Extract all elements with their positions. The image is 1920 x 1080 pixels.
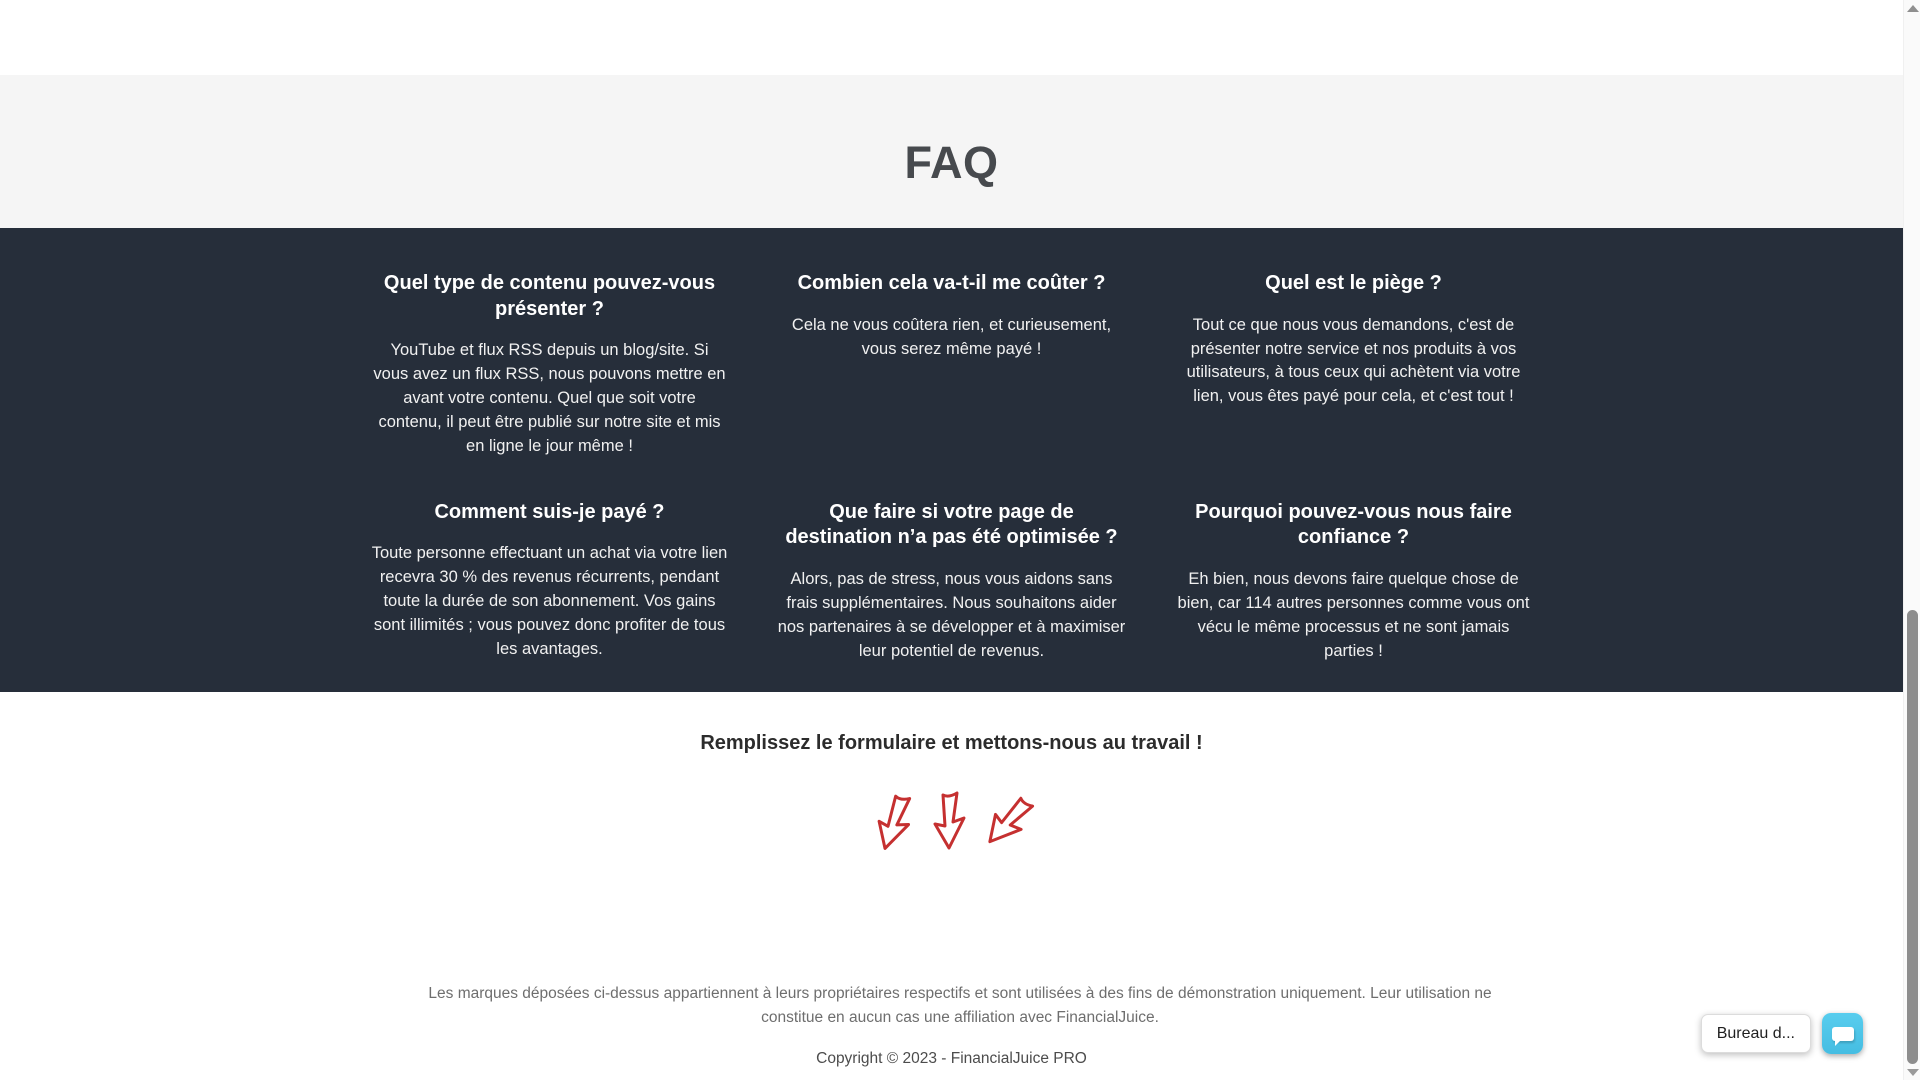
faq-item [774,500,1130,664]
faq-question: Que faire si votre page de destination n’a pas été optimisée ? [785,500,1118,549]
cta-heading: Remplissez le formulaire et mettons-nous au travail ! [700,732,1203,754]
faq-answer: Tout ce que nous vous demandons, c'est de présenter notre service et nos produits à vos utilisateurs, à tous ceux qui achètent via votre lien, vous êtes payé pour cela, et c'est tout ! [1186,315,1521,406]
faq-item [1176,271,1532,459]
trademark-notice: Les marques déposées ci-dessus appartiennent à leurs propriétaires respectifs et sont utilisées à des fins de démonstration uniquement. Leur utilisation ne constitue en aucun cas une affiliation avec FinancialJuice. [428,985,1492,1027]
faq-item [372,271,728,459]
copyright-text: Copyright © 2023 - FinancialJuice PRO [816,1050,1087,1067]
faq-question: Comment suis-je payé ? [434,500,665,523]
hand-drawn-down-arrows-icon [862,786,1042,866]
faq-section-title: FAQ [904,136,999,188]
faq-item [372,500,728,664]
faq-dark-section [0,228,1903,692]
faq-question: Combien cela va-t-il me coûter ? [797,272,1106,294]
faq-answer: Toute personne effectuant un achat via votre lien recevra 30 % des revenus récurrents, pendant toute la durée de son abonnement. Vos gains sont illimités ; vous pouvez donc profiter de tous les avantages. [371,544,728,659]
faq-answer: Eh bien, nous devons faire quelque chose de bien, car 114 autres personnes comme vous ont vécu le même processus et ne sont jamais parties ! [1177,569,1530,660]
faq-answer: YouTube et flux RSS depuis un blog/site. Si vous avez un flux RSS, nous pouvons mettre en avant votre contenu. Quel que soit votre contenu, il peut être publié sur notre site et mis en ligne le jour même ! [373,341,726,455]
faq-item [1176,500,1532,664]
scrollbar-thumb[interactable] [1907,610,1918,1064]
chat-bubble-icon [1832,1027,1854,1041]
faq-answer: Alors, pas de stress, nous vous aidons sans frais supplémentaires. Nous souhaitons aider nos partenaires à se développer et à maximiser leur potentiel de revenus. [777,569,1126,660]
cta-arrows [0,786,1903,866]
scroll-up-arrow-icon[interactable] [1907,5,1919,12]
faq-question: Quel type de contenu pouvez-vous présenter ? [383,272,716,320]
faq-grid [372,228,1532,664]
faq-question: Pourquoi pouvez-vous nous faire confiance ? [1195,500,1512,549]
faq-title-band [0,75,1903,228]
chat-tooltip[interactable] [1701,1014,1811,1053]
faq-item [774,271,1130,459]
scrollbar[interactable] [1903,0,1920,1080]
chat-tooltip-label: Bureau d... [1716,1024,1795,1042]
faq-question: Quel est le piège ? [1265,272,1442,294]
scroll-down-arrow-icon[interactable] [1907,1069,1919,1076]
faq-answer: Cela ne vous coûtera rien, et curieusement, vous serez même payé ! [791,315,1112,358]
chat-launcher-button[interactable] [1822,1013,1863,1054]
